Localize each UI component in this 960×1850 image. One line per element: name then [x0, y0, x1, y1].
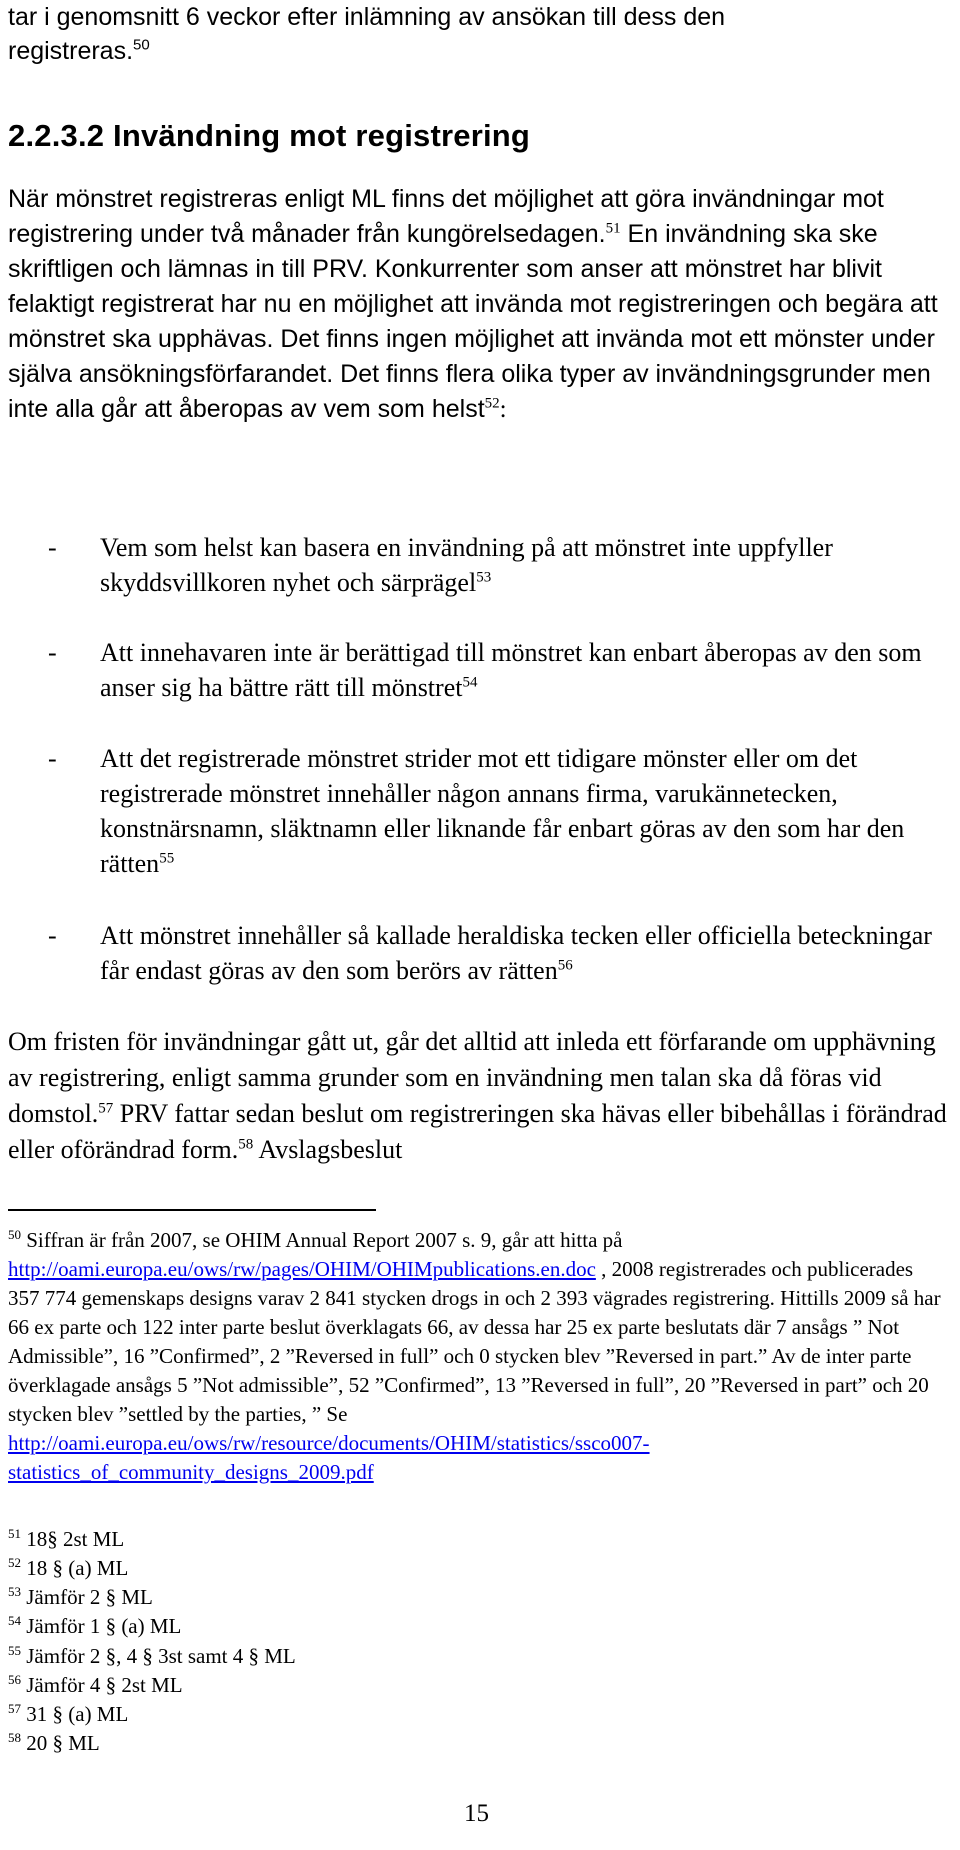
footnote-text: Jämför 1 § (a) ML — [21, 1614, 182, 1638]
bullet-text: Att mönstret innehåller så kallade heraldiska tecken eller officiella beteckningar får endast göras av den som berörs av rätten — [100, 921, 932, 985]
bullet-text: Att innehavaren inte är berättigad till mönstret kan enbart åberopas av den som anser sig ha bättre rätt till mönstret — [100, 638, 922, 702]
footnote-number: 58 — [8, 1730, 21, 1745]
footnote-text: Jämför 4 § 2st ML — [21, 1673, 183, 1697]
intro-paragraph — [8, 182, 943, 427]
footnote-ref-57[interactable]: 57 — [98, 1100, 114, 1117]
closing-text-part1: Om fristen för invändningar gått ut, går det alltid att inleda ett förfarande om upphävning av registrering, enligt samma grunder som en invändning men talan ska då föras vid domstol. — [8, 1027, 936, 1128]
bullet-item — [48, 918, 948, 988]
bullet-item — [48, 635, 948, 705]
page-number: 15 — [464, 1800, 489, 1827]
continuation-line1: tar i genomsnitt 6 veckor efter inlämning av ansökan till dess den — [8, 3, 726, 31]
section-heading: 2.2.3.2 Invändning mot registrering — [8, 118, 531, 153]
footnote-51 — [8, 1525, 124, 1554]
footnote-50 — [8, 1226, 948, 1487]
footnote-number: 53 — [8, 1584, 21, 1599]
footnote-number: 54 — [8, 1613, 21, 1628]
bullet-text: Vem som helst kan basera en invändning på att mönstret inte uppfyller skyddsvillkoren nyhet och särprägel — [100, 533, 833, 597]
closing-text-part3: Avslagsbeslut — [253, 1135, 403, 1164]
bullet-dash: - — [48, 533, 57, 562]
closing-paragraph — [8, 1024, 948, 1168]
bullet-item — [48, 741, 948, 881]
footnote-54 — [8, 1612, 181, 1641]
footnote-55 — [8, 1642, 296, 1671]
ohim-statistics-link[interactable]: http://oami.europa.eu/ows/rw/resource/documents/OHIM/statistics/ssco007-statistics_of_community_designs_2009.pdf — [8, 1431, 650, 1484]
ohim-publications-link[interactable]: http://oami.europa.eu/ows/rw/pages/OHIM/OHIMpublications.en.doc — [8, 1257, 596, 1281]
footnote-53 — [8, 1583, 153, 1612]
footnote-text: Siffran är från 2007, se OHIM Annual Report 2007 s. 9, går att hitta på — [21, 1228, 623, 1252]
footnote-52 — [8, 1554, 128, 1583]
footnote-text: 20 § ML — [21, 1731, 100, 1755]
bullet-dash: - — [48, 638, 57, 667]
footnote-ref-52[interactable]: 52 — [484, 395, 500, 412]
footnote-ref-56[interactable]: 56 — [557, 957, 573, 974]
footnote-text: 18§ 2st ML — [21, 1527, 125, 1551]
footnote-ref-50[interactable]: 50 — [133, 36, 150, 54]
footnote-text: 31 § (a) ML — [21, 1702, 129, 1726]
continuation-line2: registreras. — [8, 37, 134, 65]
intro-text-part3: : — [499, 396, 507, 423]
bullet-dash: - — [48, 744, 57, 773]
footnote-separator — [8, 1209, 376, 1211]
footnote-number: 51 — [8, 1526, 21, 1541]
footnote-57 — [8, 1700, 128, 1729]
footnote-58 — [8, 1729, 100, 1758]
footnote-ref-54[interactable]: 54 — [462, 674, 478, 691]
bullet-text: Att det registrerade mönstret strider mot ett tidigare mönster eller om det registrerade mönstret innehåller någon annans firma, varukännetecken, konstnärsnamn, släktnamn eller liknande får enbart göras av den som har den rätten — [100, 744, 905, 878]
footnote-ref-58[interactable]: 58 — [238, 1136, 254, 1153]
footnote-text: 18 § (a) ML — [21, 1556, 129, 1580]
footnote-ref-51[interactable]: 51 — [605, 220, 621, 237]
footnote-56 — [8, 1671, 183, 1700]
footnote-number: 52 — [8, 1555, 21, 1570]
footnote-ref-55[interactable]: 55 — [159, 850, 175, 867]
footnote-text: Jämför 2 §, 4 § 3st samt 4 § ML — [21, 1644, 296, 1668]
intro-text-part2: En invändning ska ske skriftligen och lämnas in till PRV. Konkurrenter som anser att mönstret har blivit felaktigt registrerat har nu en möjlighet att invända mot registreringen och begära att mönstret ska upphävas. Det finns ingen möjlighet att invända mot ett mönster under själva ansökningsförfarandet. Det finns flera olika typer av invändningsgrunder men inte alla går att åberopas av vem som helst — [8, 220, 938, 423]
bullet-item — [48, 530, 948, 600]
intro-text-part1: När mönstret registreras enligt ML finns det möjlighet att göra invändningar mot registrering under två månader från kungörelsedagen. — [8, 185, 884, 248]
footnote-number: 50 — [8, 1227, 21, 1242]
continuation-paragraph — [8, 0, 908, 68]
footnote-number: 57 — [8, 1701, 21, 1716]
closing-text-part2: PRV fattar sedan beslut om registreringen ska hävas eller bibehållas i förändrad eller oförändrad form. — [8, 1099, 947, 1164]
footnote-number: 56 — [8, 1672, 21, 1687]
bullet-dash: - — [48, 921, 57, 950]
footnote-number: 55 — [8, 1643, 21, 1658]
footnote-text: Jämför 2 § ML — [21, 1585, 153, 1609]
footnote-ref-53[interactable]: 53 — [476, 569, 492, 586]
footnote-text: , 2008 registrerades och publicerades 357 774 gemenskaps designs varav 2 841 stycken drogs in och 2 393 vägrades registrering. Hittills 2009 så har 66 ex parte och 122 inter parte beslut överklagats 66, av dessa har 25 ex parte beslutats där 7 ansågs ” Not Admissible”, 16 ”Confirmed”, 2 ”Reversed in full” och 0 stycken blev ”Reversed in part.” Av de inter parte överklagade ansågs 5 ”Not admissible”, 52 ”Confirmed”, 13 ”Reversed in full”, 20 ”Reversed in part” och 20 stycken blev ”settled by the parties, ” Se — [8, 1257, 941, 1426]
